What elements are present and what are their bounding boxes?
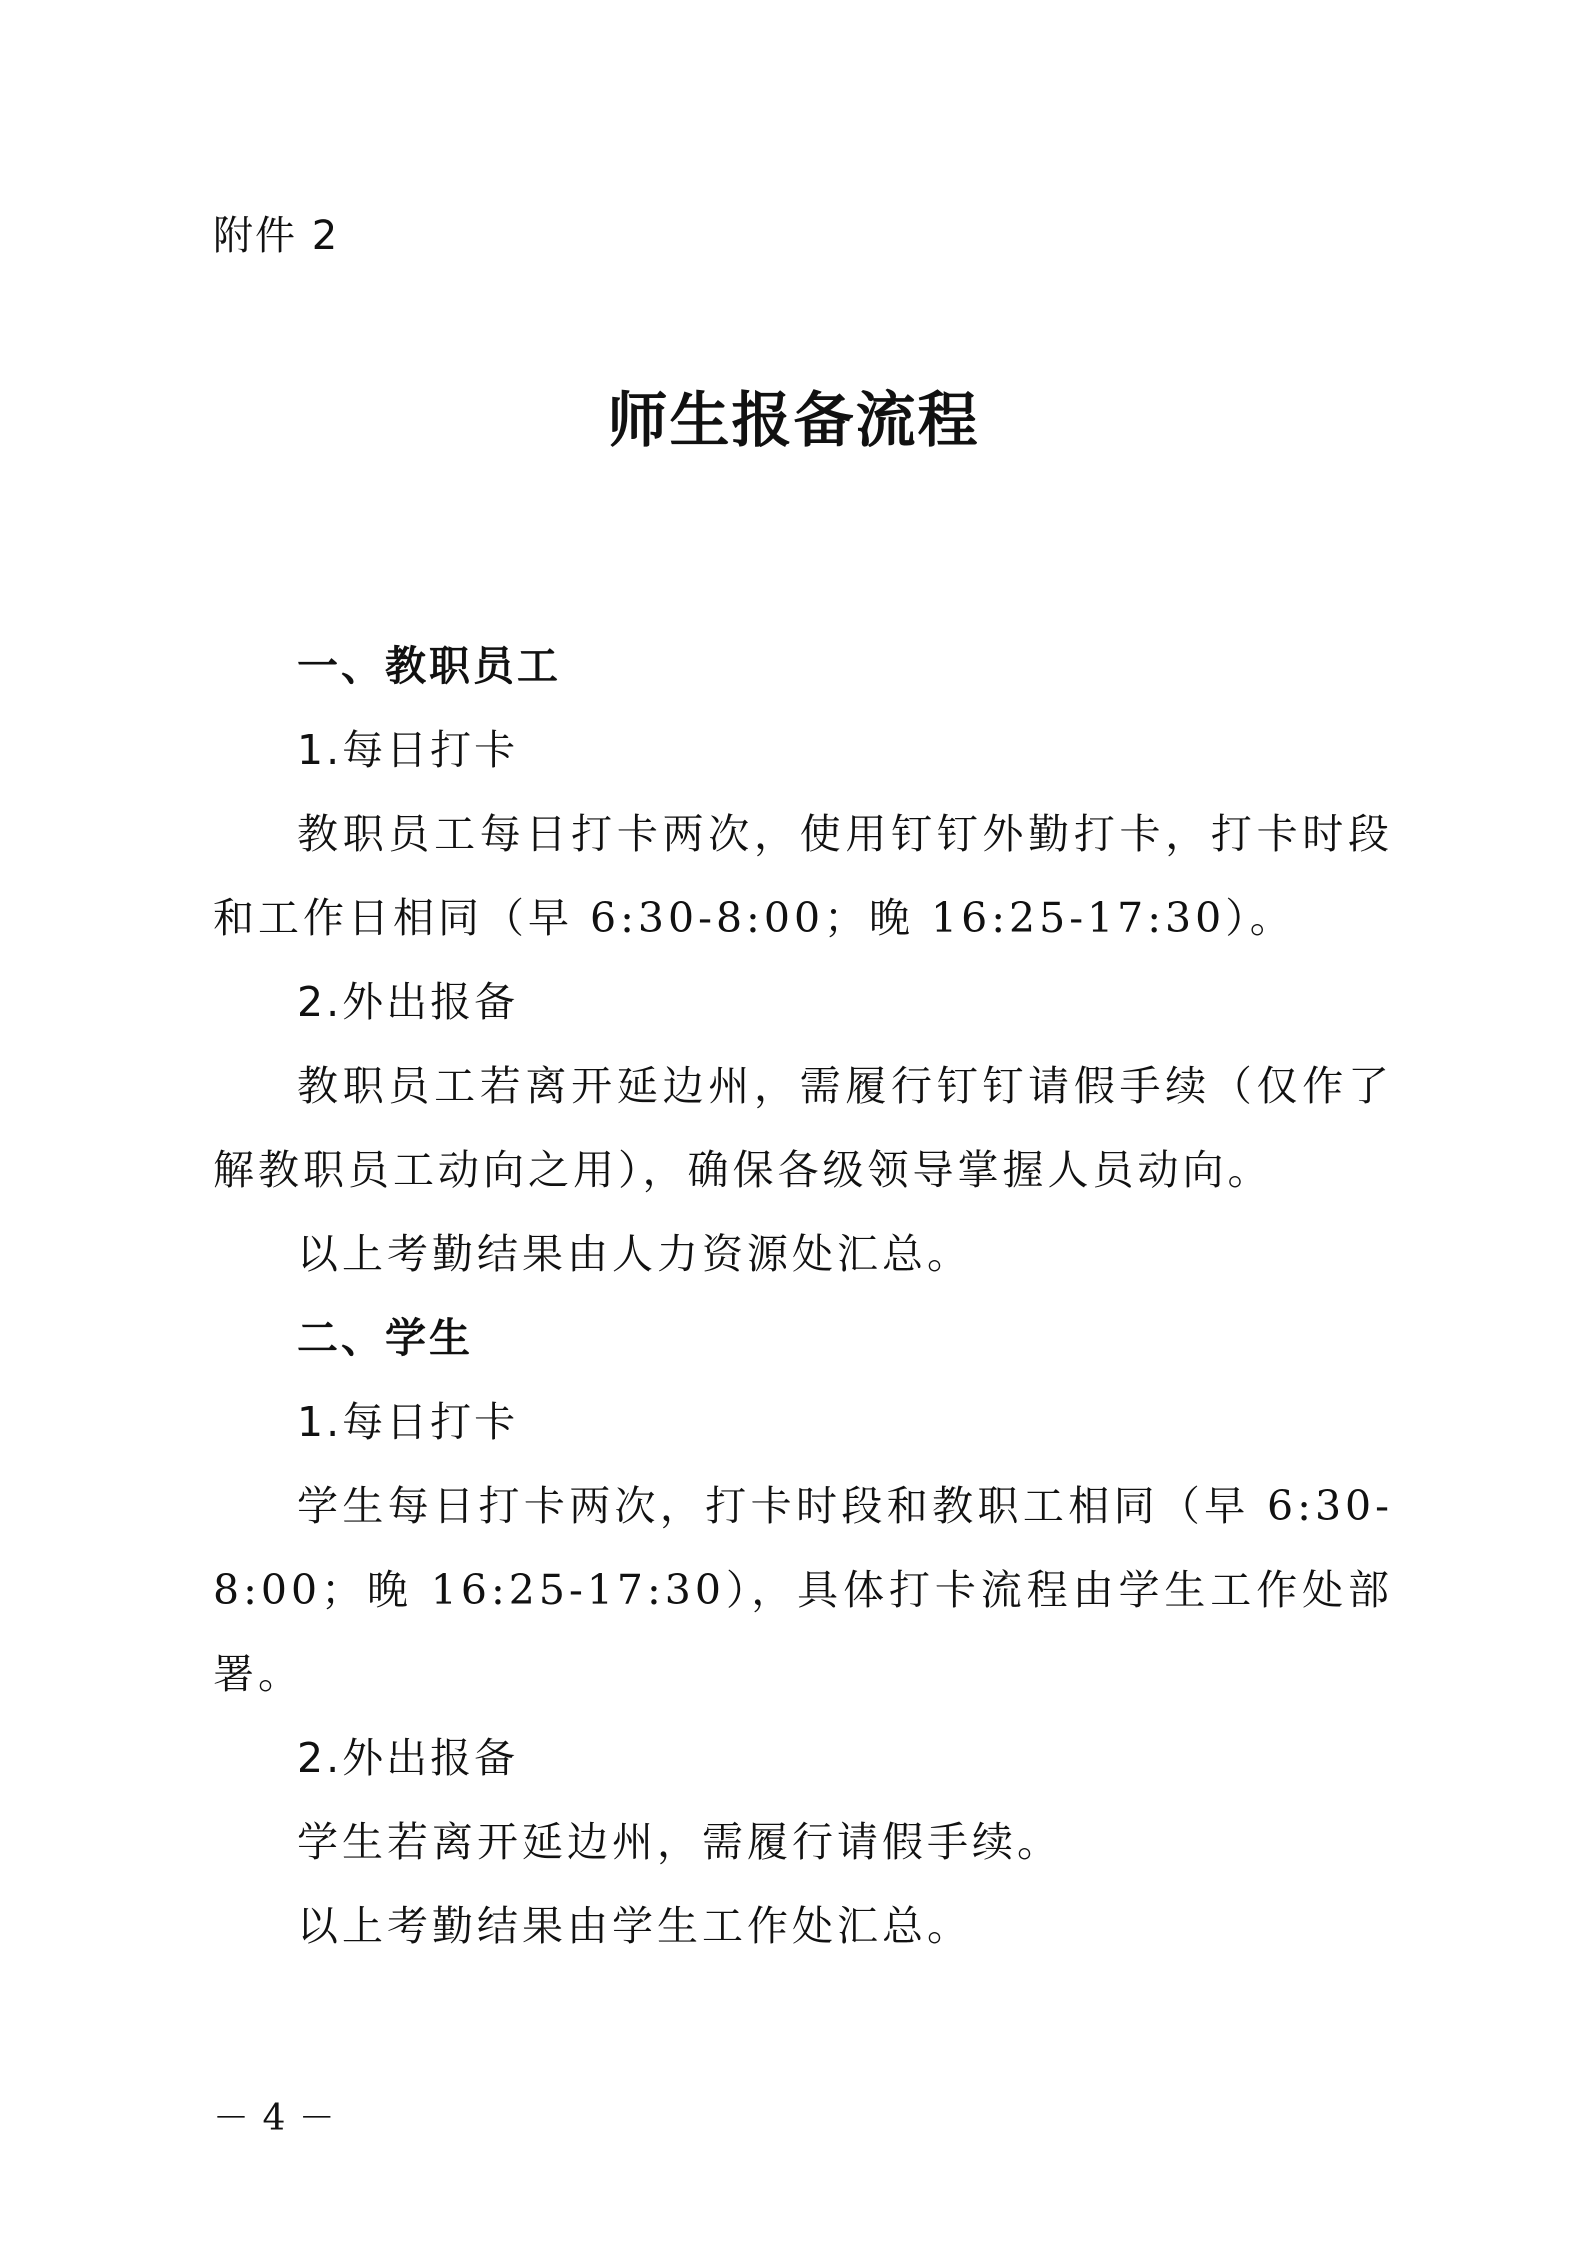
page-number: － 4 － — [213, 2098, 336, 2139]
section-heading-staff: 一、教职员工 — [297, 642, 561, 690]
document-body — [213, 624, 1393, 1968]
section-heading-students: 二、学生 — [297, 1314, 473, 1362]
subheading-students-outing: 2.外出报备 — [297, 1734, 519, 1782]
paragraph-staff-daily-checkin: 教职员工每日打卡两次，使用钉钉外勤打卡，打卡时段和工作日相同（早 6:30-8:00；晚 16:25-17:30）。 — [213, 810, 1393, 942]
attachment-label: 附件 2 — [213, 213, 340, 259]
paragraph-students-daily-checkin: 学生每日打卡两次，打卡时段和教职工相同（早 6:30-8:00；晚 16:25-17:30），具体打卡流程由学生工作处部署。 — [213, 1482, 1393, 1698]
subheading-staff-outing: 2.外出报备 — [297, 978, 519, 1026]
paragraph-students-outing: 学生若离开延边州，需履行请假手续。 — [297, 1818, 1062, 1866]
paragraph-staff-outing: 教职员工若离开延边州，需履行钉钉请假手续（仅作了解教职员工动向之用），确保各级领导掌握人员动向。 — [213, 1062, 1393, 1194]
subheading-staff-daily-checkin: 1.每日打卡 — [297, 726, 519, 774]
paragraph-students-summary: 以上考勤结果由学生工作处汇总。 — [297, 1902, 972, 1950]
subheading-students-daily-checkin: 1.每日打卡 — [297, 1398, 519, 1446]
paragraph-staff-summary: 以上考勤结果由人力资源处汇总。 — [297, 1230, 972, 1278]
document-title: 师生报备流程 — [607, 386, 980, 456]
